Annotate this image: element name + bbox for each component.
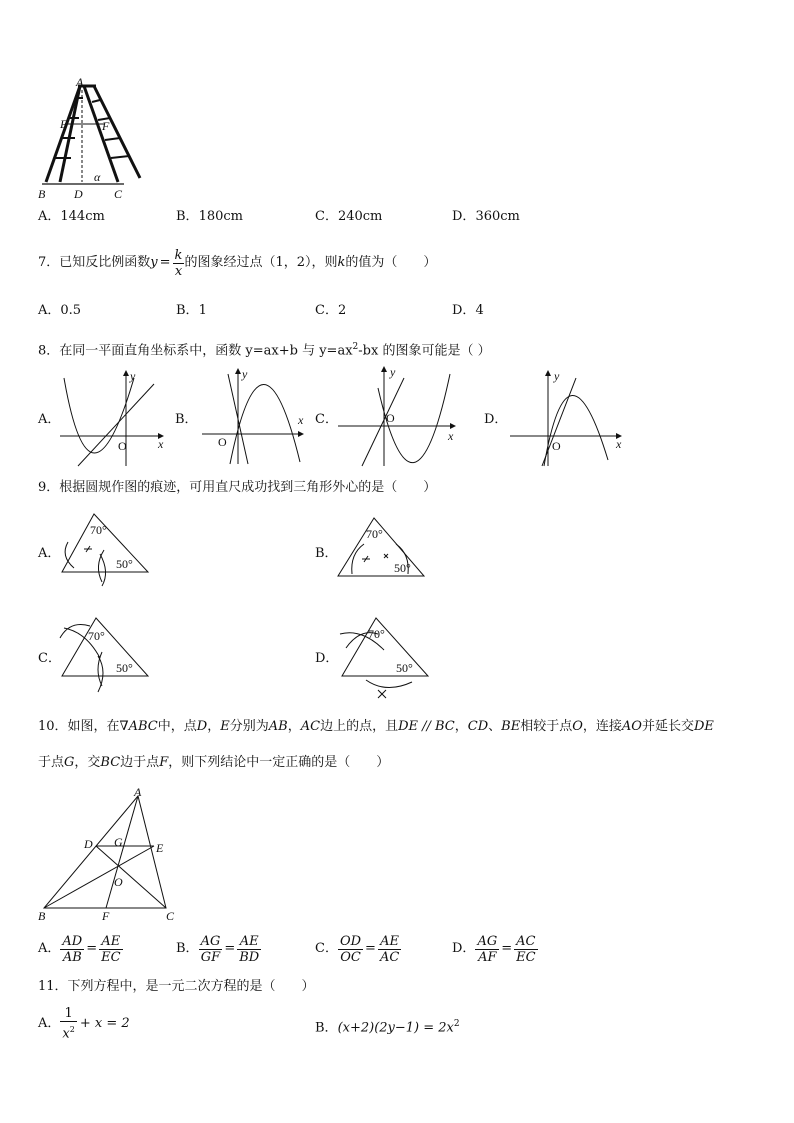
q10-option-c[interactable]: C． $\frac{OD}{OC}$ = $\frac{AE}{AC}$	[315, 933, 400, 965]
svg-text:y: y	[130, 369, 136, 383]
svg-text:O: O	[552, 439, 561, 453]
q9-triangle-d	[338, 614, 434, 700]
svg-text:O: O	[218, 435, 227, 449]
svg-text:G: G	[114, 835, 123, 849]
q8-option-a[interactable]: A．	[38, 412, 61, 427]
q11-stem: 11．下列方程中，是一元二次方程的是（ ）	[38, 979, 315, 994]
q10-option-d[interactable]: D． $\frac{AG}{AF}$ = $\frac{AC}{EC}$	[452, 933, 536, 965]
ladder-label-a: A	[76, 75, 84, 89]
svg-text:y: y	[554, 369, 560, 383]
q10-option-a[interactable]: A． $\frac{AD}{AB}$ = $\frac{AE}{EC}$	[38, 933, 121, 965]
ladder-figure	[36, 75, 156, 202]
ladder-label-e: E	[60, 117, 68, 131]
q8-stem: 8．在同一平面直角坐标系中，函数 y=ax+b 与 $y=ax^2-bx$ 的图象可能是（ ）	[38, 342, 491, 359]
q8-option-d[interactable]: D．	[484, 412, 508, 427]
q9-triangle-a	[60, 510, 156, 580]
svg-text:50°: 50°	[394, 561, 411, 575]
svg-text:E: E	[156, 841, 164, 855]
q8-graph-c	[338, 364, 462, 468]
ladder-label-d: D	[74, 187, 83, 201]
svg-text:70°: 70°	[366, 527, 383, 541]
svg-text:x: x	[448, 429, 454, 443]
q11-option-b[interactable]: B．$(x+2)(2y-1) = 2x^2$	[315, 1019, 460, 1036]
svg-text:C: C	[166, 909, 175, 923]
ladder-label-alpha: α	[94, 170, 101, 184]
svg-text:x: x	[616, 437, 622, 451]
q9-stem: 9．根据圆规作图的痕迹，可用直尺成功找到三角形外心的是（ ）	[38, 480, 437, 495]
svg-text:x: x	[298, 413, 304, 427]
q6-option-d[interactable]: D．360cm	[452, 209, 520, 224]
q6-option-c[interactable]: C．240cm	[315, 209, 383, 224]
q10-triangle-figure	[36, 786, 186, 922]
svg-text:O: O	[118, 439, 127, 453]
svg-text:50°: 50°	[396, 661, 413, 675]
svg-text:70°: 70°	[90, 523, 107, 537]
ladder-label-f: F	[102, 119, 110, 133]
q7-option-b[interactable]: B．1	[176, 303, 207, 318]
q9-option-b[interactable]: B．	[315, 546, 338, 561]
q7-fraction: $\frac{k}{x}$	[174, 247, 183, 279]
q7-option-a[interactable]: A．0.5	[38, 303, 82, 318]
svg-text:F: F	[102, 909, 110, 923]
svg-text:50°: 50°	[116, 557, 133, 571]
q8-graph-d	[508, 368, 628, 468]
svg-text:x: x	[158, 437, 164, 451]
q8-graph-b	[200, 366, 310, 466]
q10-stem-line2: 于点G，交BC边于点F，则下列结论中一定正确的是（ ）	[38, 755, 390, 770]
svg-text:O: O	[386, 411, 395, 425]
svg-text:70°: 70°	[368, 627, 385, 641]
svg-text:50°: 50°	[116, 661, 133, 675]
q9-option-a[interactable]: A．	[38, 546, 61, 561]
svg-text:O: O	[114, 875, 123, 889]
q9-triangle-c	[58, 614, 154, 694]
q10-stem-line1: 10．如图，在∇ABC中，点D，E分别为AB，AC边上的点，且DE // BC，CD、BE相较于点O，连接AO并延长交DE	[38, 719, 714, 734]
q8-option-b[interactable]: B．	[175, 412, 198, 427]
svg-text:y: y	[242, 367, 248, 381]
svg-text:y: y	[390, 365, 396, 379]
q6-option-b[interactable]: B．180cm	[176, 209, 243, 224]
q6-option-a[interactable]: A．144cm	[38, 209, 105, 224]
q7-stem: 7．已知反比例函数 y = $\frac{k}{x}$ 的图象经过点（1，2），则 k 的值为（ ）	[38, 247, 437, 279]
q9-option-d[interactable]: D．	[315, 651, 339, 666]
q7-option-d[interactable]: D．4	[452, 303, 484, 318]
q10-option-b[interactable]: B． $\frac{AG}{GF}$ = $\frac{AE}{BD}$	[176, 933, 260, 965]
q7-option-c[interactable]: C．2	[315, 303, 347, 318]
svg-text:A: A	[134, 785, 142, 799]
q9-triangle-b	[336, 514, 432, 580]
q11-option-a[interactable]: A． $\frac{1}{x^2}$ + x = 2	[38, 1006, 130, 1042]
q8-graph-a	[60, 368, 170, 468]
q8-option-c[interactable]: C．	[315, 412, 338, 427]
svg-text:D: D	[84, 837, 93, 851]
svg-text:B: B	[38, 909, 46, 923]
ladder-label-b: B	[38, 187, 46, 201]
ladder-label-c: C	[114, 187, 123, 201]
q9-option-c[interactable]: C．	[38, 651, 61, 666]
svg-text:70°: 70°	[88, 629, 105, 643]
